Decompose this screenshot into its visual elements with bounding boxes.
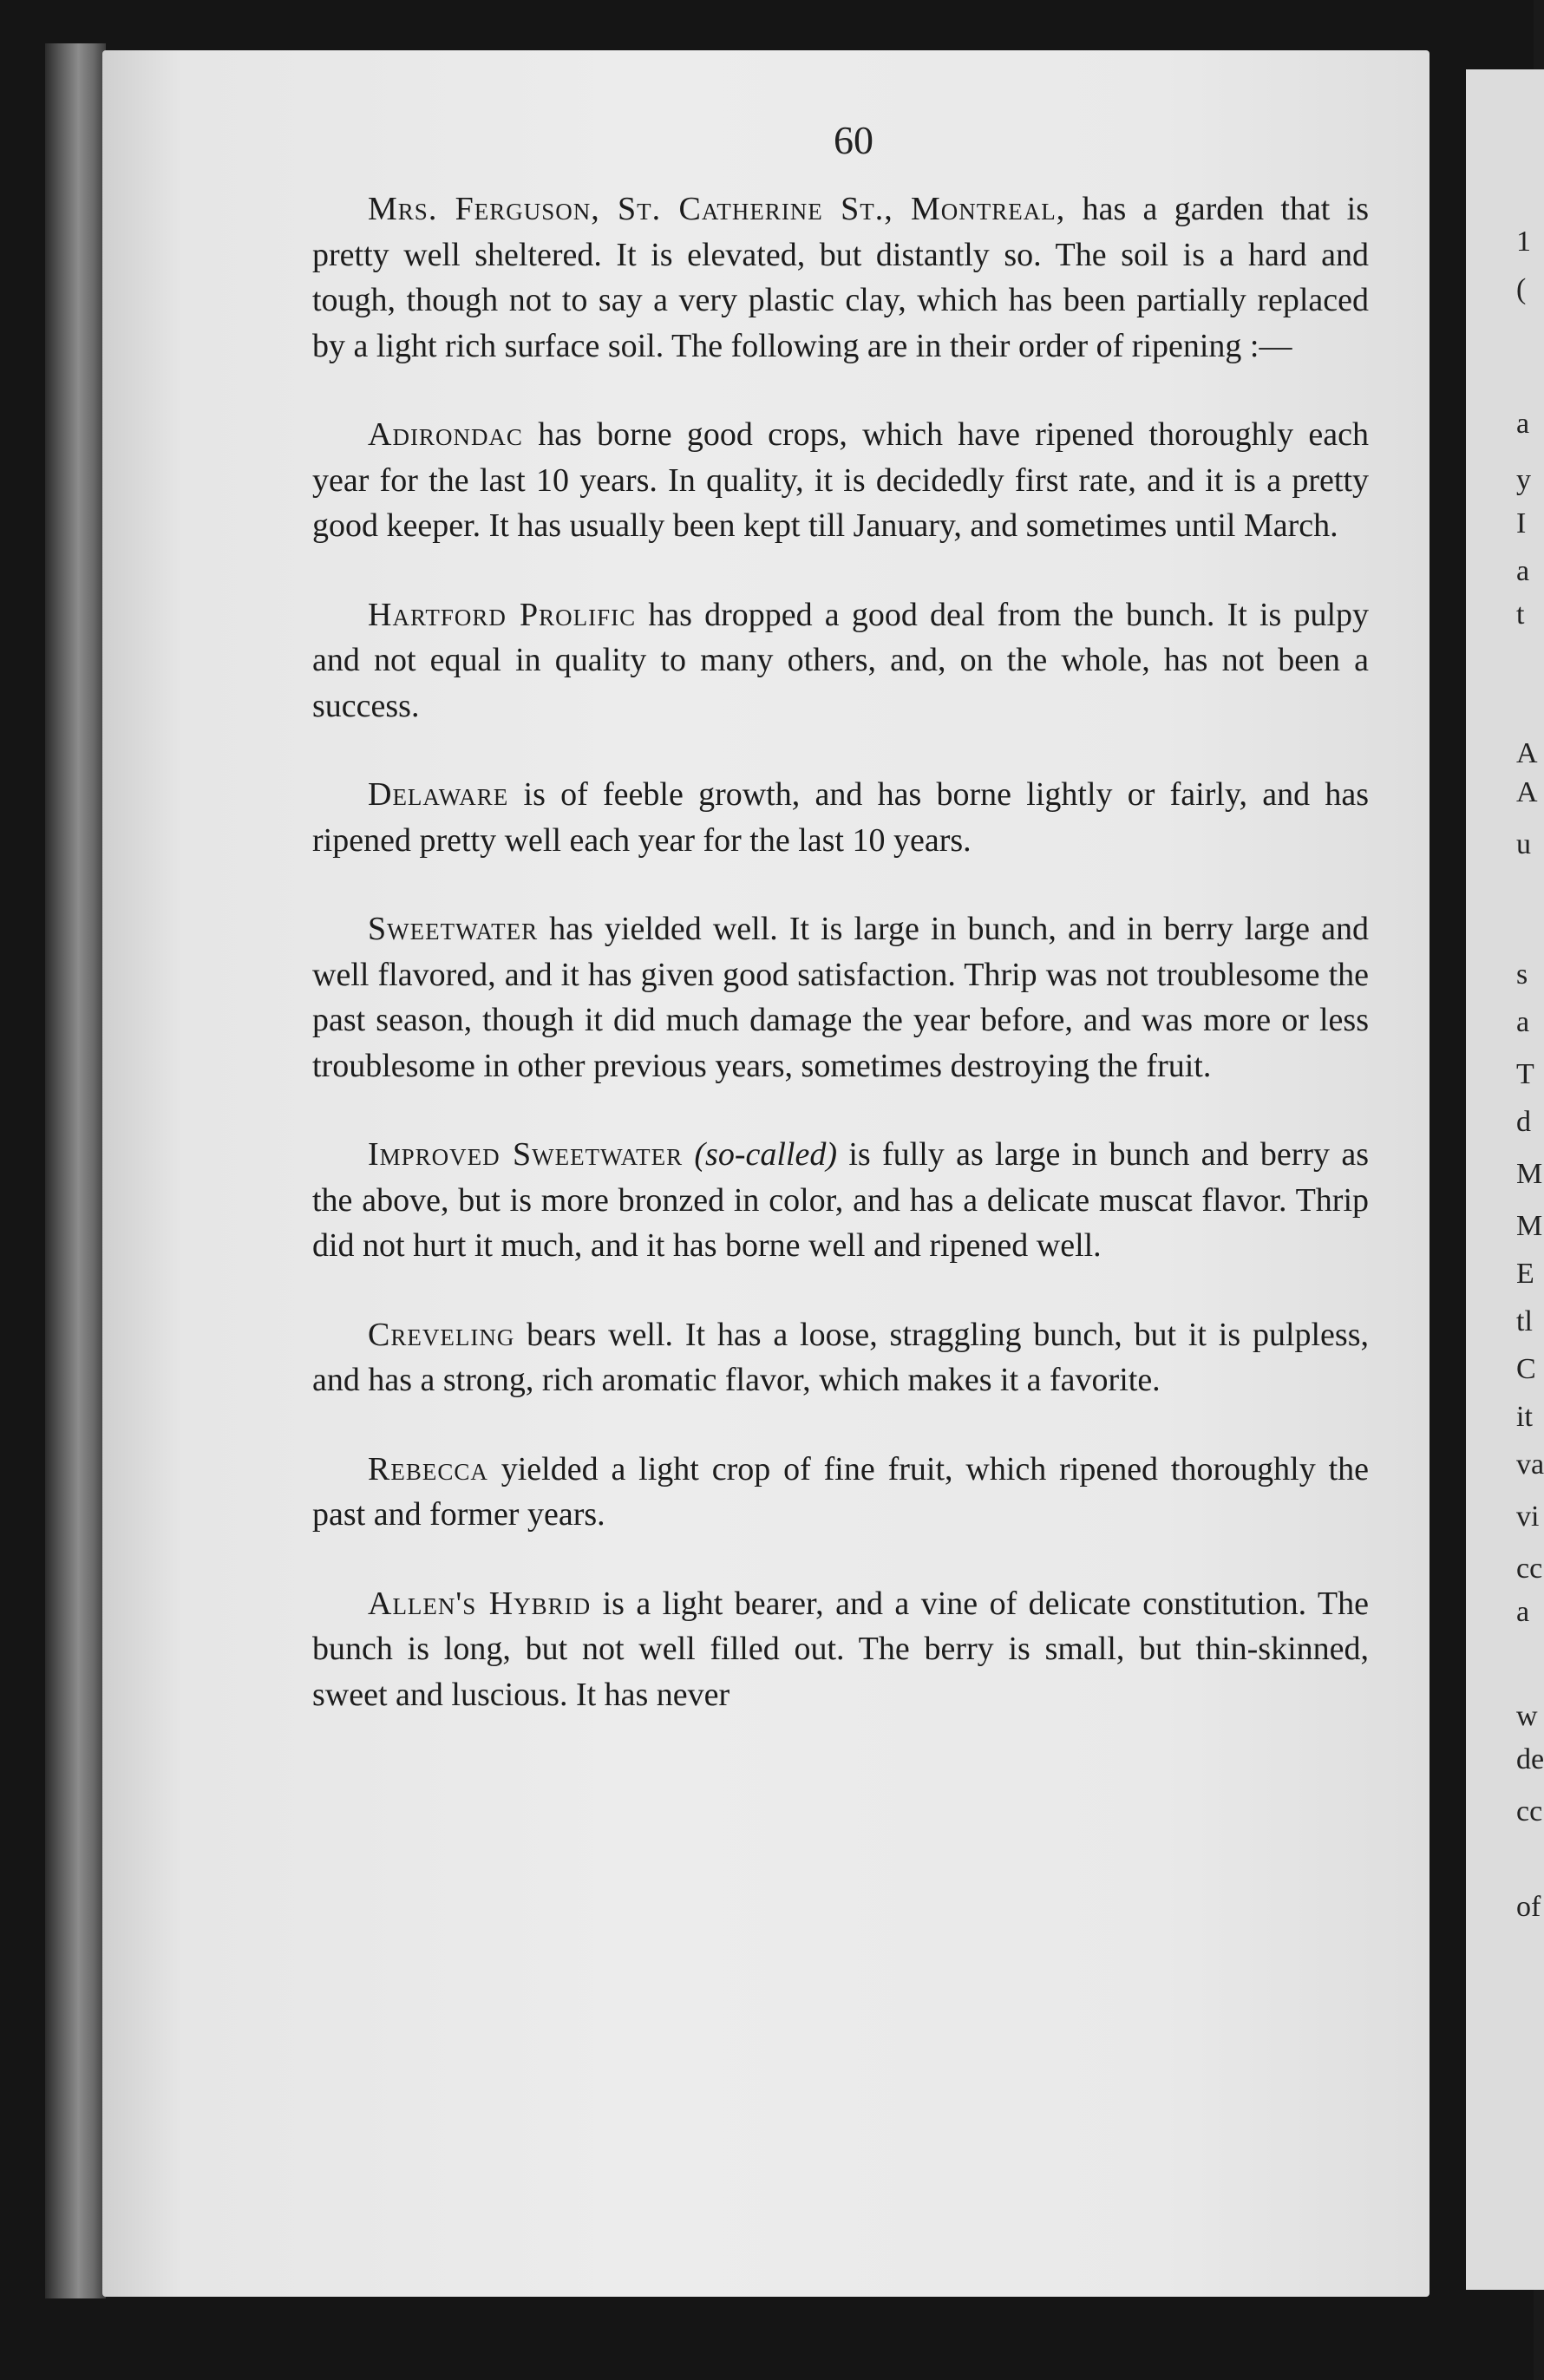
paragraph-text: is fully as large in bunch and berry as the above, but is more bronzed in color, and has a delicate muscat flavor. Thrip did not hurt it much, and it has borne well and ripened well.	[312, 1136, 1370, 1264]
facing-page-letter: cc	[1516, 1795, 1543, 1828]
facing-page-letter: (	[1516, 273, 1527, 305]
paragraph-text: has a garden that is pretty well sheltered. It is elevated, but distantly so. The soil is a hard and tough, though not to say a very plastic clay, which has been partially replaced by a light rich surface soil. The following are in their order of ripening :—	[312, 191, 1370, 364]
facing-page-letter: a	[1516, 1596, 1530, 1628]
paragraph-improved-sweetwater	[312, 1132, 1369, 1269]
facing-page-letter: cc	[1516, 1553, 1543, 1585]
facing-page-letter: w	[1516, 1700, 1538, 1732]
facing-page-letter: of	[1516, 1891, 1541, 1923]
paragraph-text: has borne good crops, which have ripened thoroughly each year for the last 10 years. In quality, it is decidedly first rate, and it is a pretty good keeper. It has usually been kept till January, and sometimes until March.	[312, 416, 1369, 544]
paragraph-italic: (so-called)	[694, 1136, 838, 1173]
facing-page-letter: 1	[1516, 226, 1531, 258]
paragraph-rebecca	[312, 1447, 1369, 1538]
facing-page-letter: tl	[1516, 1305, 1533, 1337]
paragraph-lead: Mrs. Ferguson, St. Catherine St., Montreal,	[368, 191, 1066, 227]
facing-page-letter: C	[1516, 1353, 1536, 1385]
paragraph-text: yielded a light crop of fine fruit, which ripened thoroughly the past and former years.	[312, 1450, 1369, 1533]
paragraph-delaware	[312, 772, 1369, 863]
facing-page-letter: a	[1516, 1006, 1530, 1038]
paragraph-hartford-prolific	[312, 592, 1369, 729]
paragraph-text: has dropped a good deal from the bunch. It is pulpy and not equal in quality to many others, and, on the whole, has not been a success.	[312, 596, 1370, 724]
page-number: 60	[834, 118, 873, 162]
facing-page-letter: T	[1516, 1058, 1534, 1090]
facing-page-letter: s	[1516, 958, 1528, 991]
paragraph-lead: Allen's Hybrid	[368, 1585, 592, 1622]
paragraph-lead: Rebecca	[368, 1450, 488, 1488]
facing-page-letter: a	[1516, 408, 1530, 440]
paragraph-allens-hybrid	[312, 1581, 1369, 1718]
paragraph-lead: Hartford Prolific	[368, 596, 637, 633]
facing-page-letter: de	[1516, 1743, 1544, 1775]
paragraph-lead: Delaware	[368, 776, 509, 813]
paragraph-creveling	[312, 1312, 1369, 1403]
facing-page-letter: I	[1516, 507, 1527, 539]
book-binding	[45, 43, 106, 2298]
facing-page-letter: u	[1516, 828, 1531, 860]
paragraph-sweetwater	[312, 906, 1369, 1089]
paragraph-lead: Adirondac	[368, 416, 523, 453]
facing-page-letter: A	[1516, 737, 1538, 769]
paragraph-lead: Improved Sweetwater	[368, 1136, 684, 1173]
paragraph-ferguson-garden	[312, 186, 1369, 369]
paragraph-text: is a light bearer, and a vine of delicate constitution. The bunch is long, but not well filled out. The berry is small, but thin-skinned, sweet and luscious. It has never	[312, 1585, 1369, 1713]
facing-page-letter: A	[1516, 776, 1538, 808]
facing-page-letter: E	[1516, 1258, 1534, 1290]
paragraph-adirondac	[312, 412, 1369, 549]
facing-page-letter: va	[1516, 1448, 1544, 1481]
page-body	[312, 186, 1369, 1761]
facing-page-letter: y	[1516, 464, 1531, 496]
paragraph-text: has yielded well. It is large in bunch, and in berry large and well flavored, and it has given good satisfaction. Thrip was not troublesome the past season, though it did much damage the year before, and was more or less troublesome in other previous years, sometimes destroying the fruit.	[312, 911, 1369, 1084]
facing-page-letter: it	[1516, 1401, 1533, 1433]
paragraph-lead: Creveling	[368, 1316, 515, 1353]
paragraph-lead: Sweetwater	[368, 911, 539, 947]
facing-page-letter: t	[1516, 598, 1525, 631]
facing-page-letter: M	[1516, 1158, 1543, 1190]
paragraph-text: is of feeble growth, and has borne lightly or fairly, and has ripened pretty well each year for the last 10 years.	[312, 776, 1369, 859]
paragraph-text: bears well. It has a loose, straggling bunch, but it is pulpless, and has a strong, rich aromatic flavor, which makes it a favorite.	[312, 1316, 1369, 1398]
facing-page-letter: M	[1516, 1210, 1543, 1242]
facing-page-letter: vi	[1516, 1501, 1540, 1533]
facing-page-letter: d	[1516, 1106, 1531, 1138]
facing-page-letter: a	[1516, 555, 1530, 587]
